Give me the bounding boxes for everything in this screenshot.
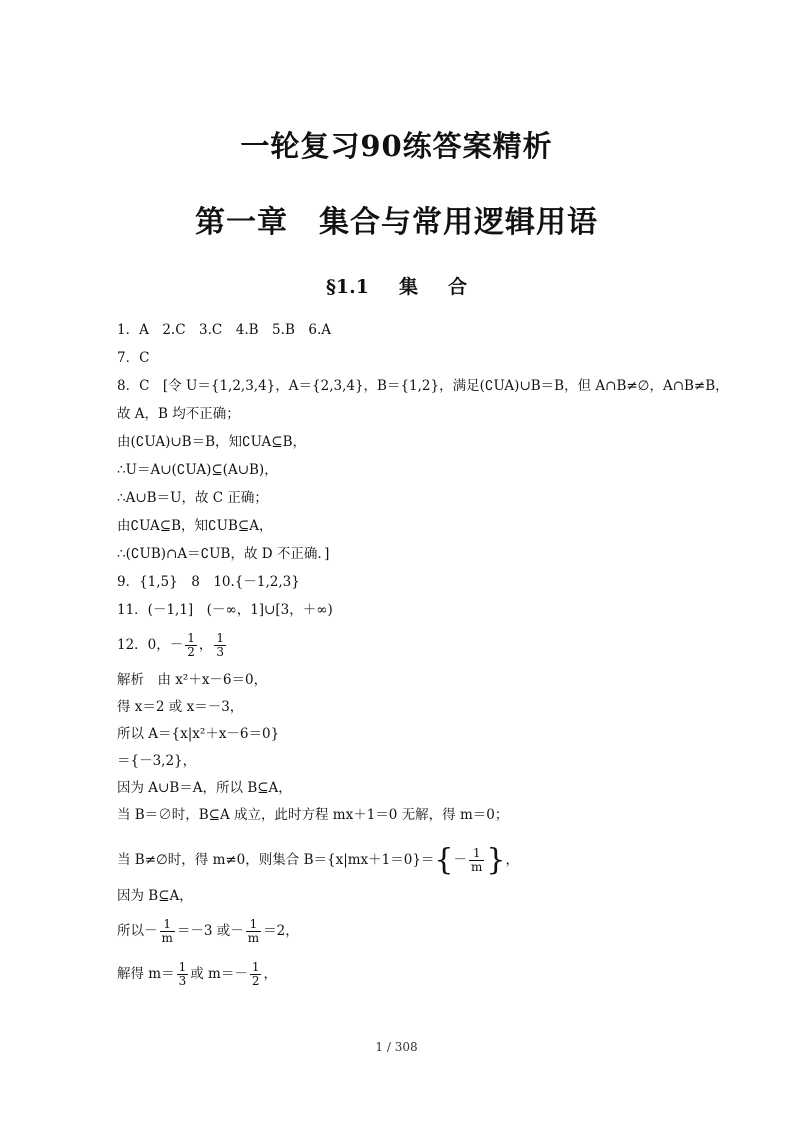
fraction-numerator: 1: [469, 847, 484, 861]
solve-suffix: ，: [263, 966, 277, 982]
brace-left: {: [434, 842, 454, 878]
section-word-a: 集: [398, 276, 418, 298]
chapter-title: 第一章 集合与常用逻辑用语: [195, 205, 598, 240]
answer-line: 11．(－1,1] (－∞，1]∪[3，＋∞): [117, 602, 333, 618]
fraction-denominator: 3: [216, 645, 225, 659]
fraction-denominator: m: [161, 931, 173, 945]
fraction-numerator: 1: [216, 631, 225, 645]
so-middle: ＝－3 或－: [176, 923, 244, 939]
fraction: [177, 961, 189, 988]
fraction: [246, 918, 261, 945]
answer-line: ∴(∁UB)∩A＝∁UB，故 D 不正确．]: [117, 546, 330, 562]
solution-line-so: [117, 915, 299, 947]
fraction-denominator: m: [471, 860, 483, 874]
solution-line-set: [117, 844, 519, 877]
fraction: [185, 632, 197, 659]
answer-line: 7．C: [117, 350, 150, 366]
answer-line: 8．C [令 U＝{1,2,3,4}，A＝{2,3,4}，B＝{1,2}，满足(∁UA)∪B＝B，但 A∩B≠∅，A∩B≠B，: [117, 378, 729, 394]
section-word-b: 合: [448, 276, 468, 298]
fraction: [469, 847, 484, 874]
fraction: [160, 918, 175, 945]
solution-line: 解析 由 x²＋x－6＝0，: [117, 672, 268, 688]
fraction-denominator: 2: [187, 645, 195, 659]
fraction-denominator: m: [247, 931, 260, 945]
main-title: 一轮复习90练答案精析: [240, 129, 553, 163]
q12-prefix: 12．0，－: [117, 637, 184, 653]
set-prefix: 当 B≠∅时，得 m≠0，则集合 B＝{x|mx＋1＝0}＝: [117, 852, 435, 868]
fraction-numerator: 1: [187, 631, 195, 645]
answer-line: 9．{1,5} 8 10.{－1,2,3}: [117, 574, 300, 590]
q12-separator: ，: [198, 637, 213, 653]
answer-line: 由∁UA⊆B，知∁UB⊆A，: [117, 518, 273, 534]
solution-line: 得 x＝2 或 x＝－3，: [117, 699, 244, 715]
fraction-numerator: 1: [178, 960, 187, 974]
answer-line: 故 A，B 均不正确；: [117, 406, 240, 422]
solution-line: 因为 B⊆A，: [117, 888, 193, 904]
solution-line: 所以 A＝{x|x²＋x－6＝0}: [117, 726, 280, 742]
answer-line: 由(∁UA)∪B＝B，知∁UA⊆B，: [117, 434, 307, 450]
set-suffix: ，: [505, 852, 519, 868]
solution-line: ＝{－3,2}，: [117, 753, 197, 769]
fraction-denominator: 2: [251, 974, 260, 988]
page-number: 1 / 308: [375, 1040, 418, 1054]
section-title: [0, 272, 793, 299]
answer-line: ∴U＝A∪(∁UA)⊆(A∪B)，: [117, 462, 278, 478]
fraction-numerator: 1: [246, 918, 261, 932]
solution-line-solve: [117, 958, 277, 990]
answer-line-q12: [117, 630, 228, 660]
fraction-numerator: 1: [160, 918, 175, 932]
solution-line: 因为 A∪B＝A，所以 B⊆A，: [117, 780, 292, 796]
answer-line: ∴A∪B＝U，故 C 正确；: [117, 490, 268, 506]
solve-prefix: 解得 m＝: [117, 966, 175, 982]
brace-right: }: [486, 842, 506, 878]
fraction: [250, 961, 262, 988]
fraction-denominator: 3: [178, 974, 187, 988]
solution-line: 当 B＝∅时，B⊆A 成立，此时方程 mx＋1＝0 无解，得 m＝0；: [117, 807, 509, 823]
so-suffix: ＝2，: [263, 923, 299, 939]
fraction: [214, 632, 226, 659]
section-number: §1.1: [325, 276, 369, 298]
so-prefix: 所以－: [117, 923, 158, 939]
answer-line: 1．A 2.C 3.C 4.B 5.B 6.A: [117, 322, 331, 338]
solve-middle: 或 m＝－: [190, 966, 248, 982]
set-minus: －: [453, 852, 468, 868]
fraction-numerator: 1: [251, 960, 260, 974]
